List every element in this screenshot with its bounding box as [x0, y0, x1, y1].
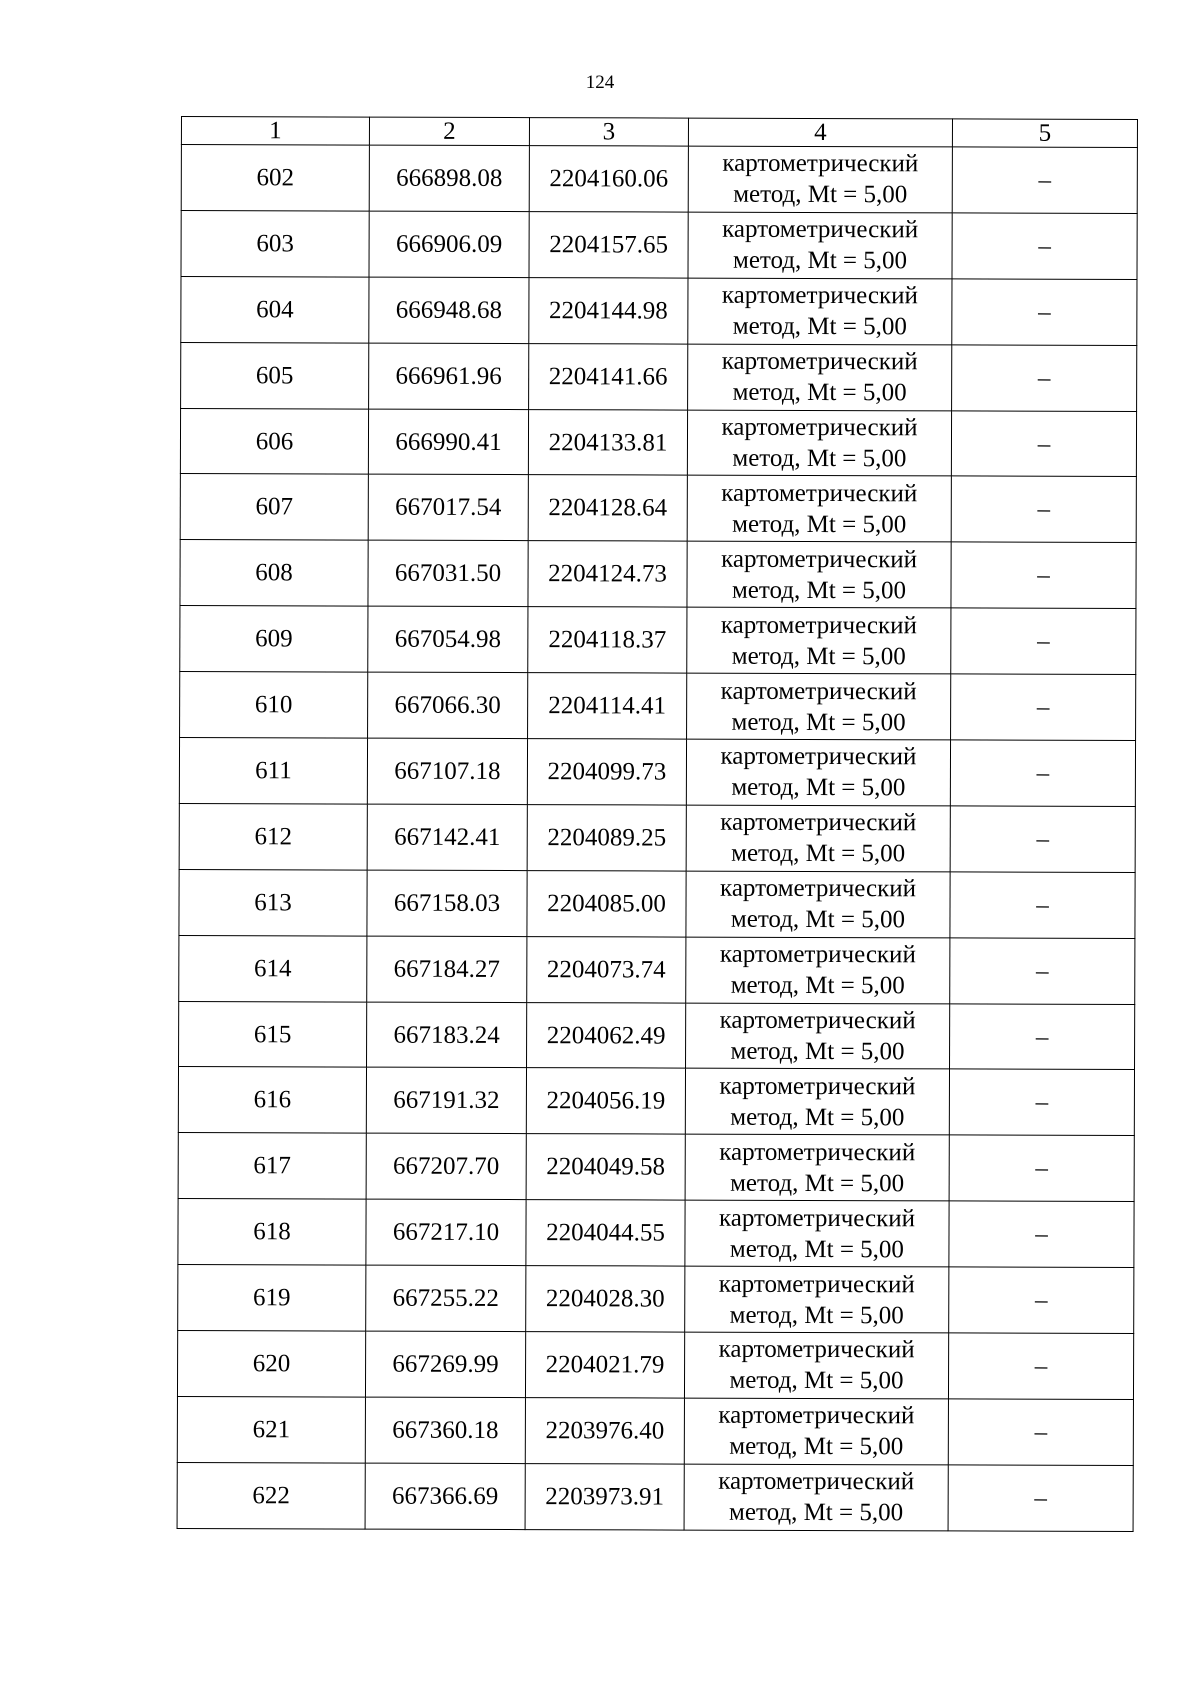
- coordinate-y: 2204049.58: [526, 1134, 685, 1200]
- method-name: картометрический: [718, 1204, 916, 1232]
- coordinate-y: 2204133.81: [528, 409, 687, 475]
- coordinate-x: 667142.41: [367, 804, 527, 870]
- method-cell: [687, 607, 951, 674]
- coordinate-y: 2204028.30: [526, 1266, 685, 1332]
- method-accuracy: метод, Mt = 5,00: [731, 840, 906, 868]
- method-accuracy: метод, Mt = 5,00: [732, 247, 908, 275]
- method-accuracy: метод, Mt = 5,00: [730, 1103, 905, 1132]
- method-cell: [684, 1398, 948, 1465]
- coordinate-x: 667207.70: [366, 1133, 526, 1199]
- point-number: 619: [178, 1265, 366, 1331]
- coordinate-x: 667217.10: [366, 1199, 526, 1265]
- coordinate-y: 2204144.98: [529, 277, 688, 343]
- table-row: [177, 1331, 1133, 1400]
- coordinate-x: 667158.03: [367, 870, 527, 936]
- method-name: картометрический: [720, 611, 917, 639]
- note-cell: –: [950, 1003, 1135, 1069]
- note-cell: –: [948, 1399, 1133, 1465]
- point-number: 609: [180, 606, 368, 672]
- method-accuracy: метод, Mt = 5,00: [731, 642, 906, 670]
- point-number: 618: [178, 1199, 366, 1265]
- method-cell: [687, 476, 951, 543]
- method-name: картометрический: [719, 940, 916, 969]
- coordinate-y: 2203976.40: [525, 1398, 684, 1464]
- coordinate-y: 2204114.41: [528, 673, 687, 739]
- method-cell: [687, 410, 951, 477]
- point-number: 602: [181, 145, 369, 211]
- method-name: картометрический: [719, 1072, 916, 1101]
- coordinate-x: 666898.08: [369, 145, 529, 211]
- method-name: картометрический: [722, 150, 919, 178]
- method-name: картометрический: [721, 347, 918, 376]
- coordinate-x: 667066.30: [368, 672, 528, 738]
- note-cell: –: [950, 938, 1135, 1004]
- method-accuracy: метод, Mt = 5,00: [730, 1037, 905, 1066]
- coordinate-x: 667269.99: [365, 1331, 525, 1397]
- method-name: картометрический: [719, 1006, 916, 1035]
- method-name: картометрический: [720, 874, 917, 903]
- coordinate-x: 667107.18: [367, 738, 527, 804]
- coordinates-table: [177, 116, 1138, 1532]
- note-cell: –: [948, 1333, 1133, 1399]
- method-name: картометрический: [718, 1336, 915, 1364]
- coordinate-y: 2204160.06: [529, 146, 688, 212]
- coordinate-y: 2204099.73: [527, 739, 686, 805]
- method-cell: [686, 739, 950, 806]
- note-cell: –: [950, 806, 1135, 872]
- table-row: [177, 1462, 1133, 1531]
- point-number: 607: [180, 474, 368, 540]
- method-name: картометрический: [721, 545, 918, 574]
- header-col-3: 3: [529, 118, 688, 146]
- method-name: картометрический: [721, 413, 918, 442]
- note-cell: –: [951, 476, 1136, 542]
- table-row: [181, 342, 1137, 411]
- method-cell: [685, 1200, 949, 1267]
- method-accuracy: метод, Mt = 5,00: [731, 708, 906, 736]
- table-row: [178, 1199, 1134, 1268]
- point-number: 611: [179, 738, 367, 804]
- method-name: картометрический: [721, 281, 918, 310]
- method-cell: [688, 212, 952, 279]
- table-row: [178, 1133, 1134, 1202]
- coordinate-x: 667360.18: [365, 1397, 525, 1463]
- point-number: 606: [180, 408, 368, 474]
- method-accuracy: метод, Mt = 5,00: [730, 1169, 905, 1198]
- table-row: [178, 1265, 1134, 1334]
- method-accuracy: метод, Mt = 5,00: [731, 774, 906, 802]
- point-number: 620: [177, 1331, 365, 1397]
- coordinate-x: 667017.54: [368, 475, 528, 541]
- table-row: [180, 606, 1136, 675]
- method-accuracy: метод, Mt = 5,00: [730, 905, 906, 934]
- table-row: [179, 738, 1135, 807]
- method-cell: [687, 541, 951, 608]
- coordinate-x: 666906.09: [369, 211, 529, 277]
- point-number: 603: [181, 210, 369, 276]
- method-accuracy: метод, Mt = 5,00: [732, 312, 907, 341]
- point-number: 621: [177, 1396, 365, 1462]
- coordinate-x: 667184.27: [367, 936, 527, 1002]
- coordinate-x: 666990.41: [368, 409, 528, 475]
- coordinate-y: 2204118.37: [528, 607, 687, 673]
- method-accuracy: метод, Mt = 5,00: [732, 444, 907, 473]
- note-cell: –: [952, 279, 1137, 345]
- point-number: 605: [181, 342, 369, 408]
- note-cell: –: [949, 1267, 1134, 1333]
- table-body: [177, 145, 1137, 1532]
- method-name: картометрический: [721, 479, 918, 508]
- method-name: картометрический: [718, 1467, 915, 1496]
- method-cell: [688, 146, 952, 213]
- coordinate-y: 2203973.91: [525, 1463, 684, 1529]
- method-accuracy: метод, Mt = 5,00: [729, 1433, 904, 1461]
- method-accuracy: метод, Mt = 5,00: [729, 1367, 904, 1395]
- method-name: картометрический: [720, 809, 917, 837]
- point-number: 608: [180, 540, 368, 606]
- method-name: картометрический: [720, 677, 917, 705]
- coordinate-x: 667183.24: [367, 1002, 527, 1068]
- coordinate-y: 2204021.79: [525, 1332, 684, 1398]
- method-accuracy: метод, Mt = 5,00: [733, 181, 908, 209]
- note-cell: –: [949, 1069, 1134, 1135]
- note-cell: –: [952, 213, 1137, 279]
- method-cell: [685, 1069, 949, 1136]
- point-number: 622: [177, 1462, 365, 1528]
- note-cell: –: [950, 872, 1135, 938]
- table-row: [181, 276, 1137, 345]
- table-row: [179, 935, 1135, 1004]
- coordinate-x: 666948.68: [369, 277, 529, 343]
- point-number: 615: [179, 1001, 367, 1067]
- coordinate-y: 2204056.19: [526, 1068, 685, 1134]
- method-cell: [686, 1003, 950, 1070]
- note-cell: –: [951, 410, 1136, 476]
- point-number: 610: [180, 672, 368, 738]
- method-cell: [686, 871, 950, 938]
- method-accuracy: метод, Mt = 5,00: [731, 576, 907, 605]
- coordinate-y: 2204062.49: [527, 1002, 686, 1068]
- method-name: картометрический: [718, 1402, 915, 1430]
- table-row: [181, 145, 1137, 214]
- method-cell: [686, 937, 950, 1004]
- method-name: картометрический: [722, 216, 919, 244]
- note-cell: –: [951, 542, 1136, 608]
- method-accuracy: метод, Mt = 5,00: [729, 1235, 905, 1263]
- table-row: [180, 672, 1136, 741]
- coordinate-x: 667031.50: [368, 540, 528, 606]
- point-number: 614: [179, 935, 367, 1001]
- point-number: 616: [178, 1067, 366, 1133]
- table-row: [179, 803, 1135, 872]
- method-accuracy: метод, Mt = 5,00: [732, 510, 907, 539]
- method-accuracy: метод, Mt = 5,00: [729, 1498, 904, 1527]
- page-number: 124: [585, 72, 615, 93]
- method-cell: [684, 1464, 948, 1531]
- note-cell: –: [952, 147, 1137, 213]
- method-name: картометрический: [720, 743, 917, 771]
- method-accuracy: метод, Mt = 5,00: [729, 1301, 904, 1329]
- note-cell: –: [951, 674, 1136, 740]
- method-cell: [684, 1332, 948, 1399]
- table-row: [179, 869, 1135, 938]
- coordinate-y: 2204089.25: [527, 804, 686, 870]
- method-accuracy: метод, Mt = 5,00: [730, 971, 905, 1000]
- table-header: [181, 117, 1137, 148]
- coordinate-x: 667366.69: [365, 1463, 525, 1529]
- coordinate-y: 2204157.65: [529, 211, 688, 277]
- coordinate-y: 2204128.64: [528, 475, 687, 541]
- note-cell: –: [952, 345, 1137, 411]
- header-row: [181, 117, 1137, 148]
- method-cell: [688, 278, 952, 345]
- coordinate-y: 2204141.66: [529, 343, 688, 409]
- method-cell: [686, 805, 950, 872]
- table-row: [181, 210, 1137, 279]
- note-cell: –: [948, 1465, 1133, 1531]
- coordinate-x: 667255.22: [366, 1265, 526, 1331]
- point-number: 613: [179, 869, 367, 935]
- table-row: [180, 474, 1136, 543]
- note-cell: –: [949, 1201, 1134, 1267]
- table-row: [180, 408, 1136, 477]
- note-cell: –: [951, 608, 1136, 674]
- table-row: [177, 1396, 1133, 1465]
- coordinate-y: 2204044.55: [526, 1200, 685, 1266]
- header-col-5: 5: [952, 119, 1137, 148]
- coordinate-y: 2204124.73: [528, 541, 687, 607]
- note-cell: –: [949, 1135, 1134, 1201]
- coordinate-x: 667191.32: [366, 1068, 526, 1134]
- method-cell: [687, 673, 951, 740]
- note-cell: –: [950, 740, 1135, 806]
- header-col-2: 2: [369, 117, 529, 146]
- header-col-1: 1: [181, 117, 369, 146]
- method-cell: [685, 1266, 949, 1333]
- method-name: картометрический: [718, 1270, 915, 1298]
- point-number: 617: [178, 1133, 366, 1199]
- method-accuracy: метод, Mt = 5,00: [732, 378, 907, 407]
- point-number: 612: [179, 803, 367, 869]
- coordinate-x: 666961.96: [369, 343, 529, 409]
- method-cell: [688, 344, 952, 411]
- coordinate-x: 667054.98: [368, 606, 528, 672]
- coordinate-y: 2204085.00: [527, 870, 686, 936]
- table-row: [180, 540, 1136, 609]
- table-row: [179, 1001, 1135, 1070]
- method-name: картометрический: [719, 1138, 916, 1167]
- coordinate-y: 2204073.74: [527, 936, 686, 1002]
- method-cell: [685, 1134, 949, 1201]
- header-col-4: 4: [688, 118, 952, 147]
- point-number: 604: [181, 276, 369, 342]
- table-row: [178, 1067, 1134, 1136]
